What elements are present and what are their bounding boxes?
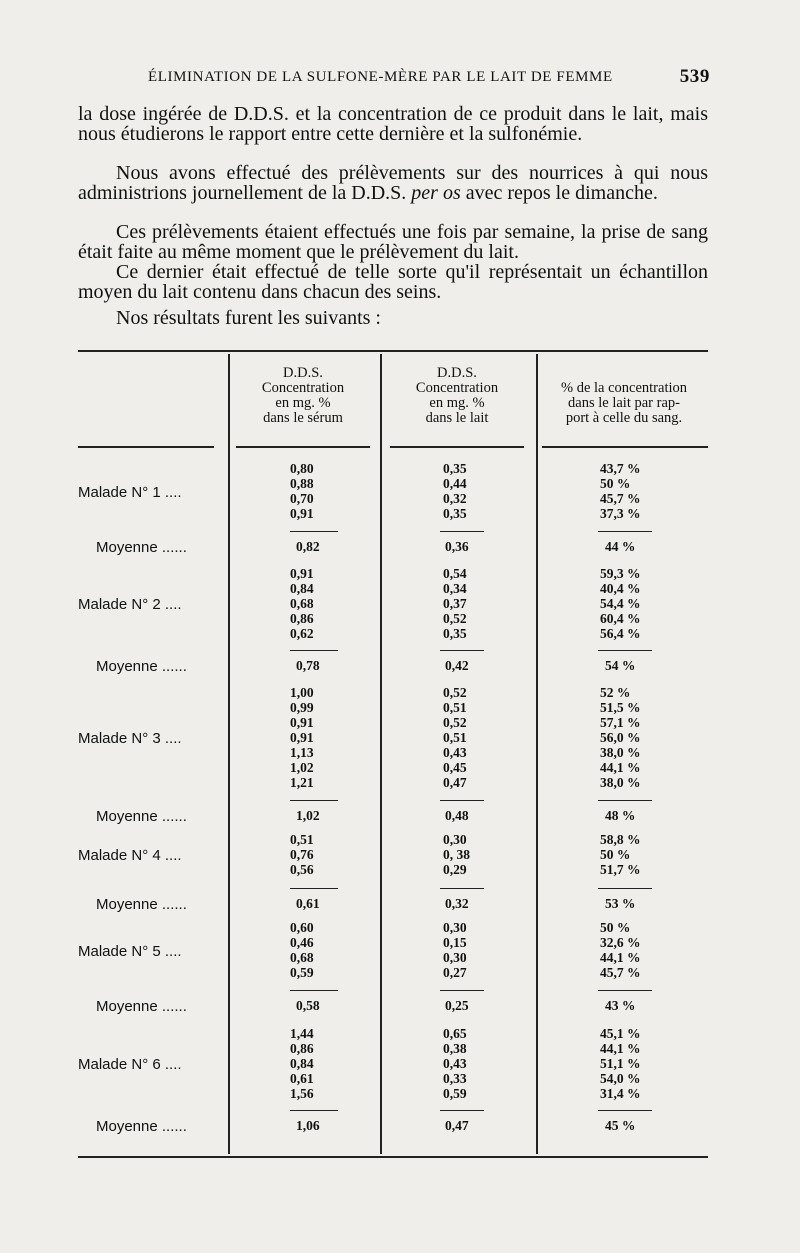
average-value: 53 % xyxy=(605,896,636,911)
subtotal-rule xyxy=(290,1110,338,1111)
table-cell: 0,68 xyxy=(290,596,314,611)
paragraph-2 xyxy=(78,163,708,203)
table-cell: 0,52 xyxy=(443,611,467,626)
column-divider-3 xyxy=(536,354,538,1154)
table-cell: 38,0 % xyxy=(600,745,641,760)
table-cell: 0,84 xyxy=(290,581,314,596)
table-cell: 32,6 % xyxy=(600,935,641,950)
patient-label: Malade N° 1 .... xyxy=(78,484,182,501)
table-cell: 0, 38 xyxy=(443,847,470,862)
table-cell: 50 % xyxy=(600,920,631,935)
paragraph-3 xyxy=(78,222,708,262)
paragraph-2-text-b: avec repos le dimanche. xyxy=(460,182,658,204)
table-cell: 0,45 xyxy=(443,760,467,775)
paragraph-3-text: Ces prélèvements étaient effectués une fois par semaine, la prise de sang était faite au même moment que le prélèvement du lait. xyxy=(78,221,708,263)
col3-line: port à celle du sang. xyxy=(565,410,683,426)
table-cell: 0,52 xyxy=(443,685,467,700)
table-cell: 56,0 % xyxy=(600,730,641,745)
col2-line: dans le lait xyxy=(425,410,489,426)
table-cell: 0,84 xyxy=(290,1056,314,1071)
table-cell: 0,29 xyxy=(443,862,467,877)
table-top-rule xyxy=(78,350,708,352)
average-label: Moyenne ...... xyxy=(96,808,187,825)
header-rule-pct xyxy=(542,446,708,448)
table-cell: 0,80 xyxy=(290,461,314,476)
table-cell: 43,7 % xyxy=(600,461,641,476)
average-value: 0,82 xyxy=(296,539,320,554)
table-cell: 0,59 xyxy=(443,1086,467,1101)
table-cell: 0,52 xyxy=(443,715,467,730)
table-cell: 44,1 % xyxy=(600,950,641,965)
average-value: 45 % xyxy=(605,1118,636,1133)
table-cell: 0,51 xyxy=(290,832,314,847)
subtotal-rule xyxy=(440,531,484,532)
patient-label: Malade N° 2 .... xyxy=(78,596,182,613)
table-cell: 0,99 xyxy=(290,700,314,715)
table-cell: 40,4 % xyxy=(600,581,641,596)
subtotal-rule xyxy=(290,990,338,991)
table-cell: 0,30 xyxy=(443,920,467,935)
table-cell: 54,0 % xyxy=(600,1071,641,1086)
table-cell: 0,91 xyxy=(290,506,314,521)
table-cell: 0,76 xyxy=(290,847,314,862)
average-value: 0,58 xyxy=(296,998,320,1013)
table-cell: 0,65 xyxy=(443,1026,467,1041)
table-cell: 0,88 xyxy=(290,476,314,491)
average-label: Moyenne ...... xyxy=(96,1118,187,1135)
col1-line: Concentration xyxy=(261,380,345,396)
average-value: 1,06 xyxy=(296,1118,320,1133)
average-value: 0,78 xyxy=(296,658,320,673)
table-cell: 0,91 xyxy=(290,730,314,745)
table-cell: 0,34 xyxy=(443,581,467,596)
table-cell: 0,91 xyxy=(290,715,314,730)
table-cell: 54,4 % xyxy=(600,596,641,611)
header-rule-serum xyxy=(236,446,370,448)
table-cell: 56,4 % xyxy=(600,626,641,641)
col2-line: en mg. % xyxy=(429,395,485,411)
average-label: Moyenne ...... xyxy=(96,896,187,913)
table-cell: 31,4 % xyxy=(600,1086,641,1101)
average-value: 48 % xyxy=(605,808,636,823)
table-cell: 57,1 % xyxy=(600,715,641,730)
average-value: 0,42 xyxy=(445,658,469,673)
paragraph-4-text: Ce dernier était effectué de telle sorte qu'il représentait un échantillon moyen du lait contenu dans chacun des seins. xyxy=(78,261,708,303)
table-cell: 0,44 xyxy=(443,476,467,491)
table-cell: 0,43 xyxy=(443,745,467,760)
table-cell: 0,51 xyxy=(443,700,467,715)
col2-line: Concentration xyxy=(415,380,499,396)
subtotal-rule xyxy=(290,531,338,532)
table-cell: 0,47 xyxy=(443,775,467,790)
subtotal-rule xyxy=(598,1110,652,1111)
table-cell: 1,21 xyxy=(290,775,314,790)
table-cell: 0,54 xyxy=(443,566,467,581)
table-cell: 45,7 % xyxy=(600,965,641,980)
average-value: 43 % xyxy=(605,998,636,1013)
average-label: Moyenne ...... xyxy=(96,658,187,675)
page-number: 539 xyxy=(679,66,710,87)
table-cell: 1,00 xyxy=(290,685,314,700)
table-cell: 0,86 xyxy=(290,1041,314,1056)
running-header xyxy=(0,66,800,92)
subtotal-rule xyxy=(598,800,652,801)
table-cell: 0,37 xyxy=(443,596,467,611)
table-cell: 0,35 xyxy=(443,461,467,476)
paragraph-1 xyxy=(78,104,708,144)
table-cell: 44,1 % xyxy=(600,1041,641,1056)
table-cell: 0,15 xyxy=(443,935,467,950)
table-cell: 0,56 xyxy=(290,862,314,877)
column-header-percent xyxy=(538,381,710,426)
table-cell: 0,27 xyxy=(443,965,467,980)
col3-line: dans le lait par rap- xyxy=(568,395,680,411)
table-cell: 0,35 xyxy=(443,626,467,641)
average-value: 44 % xyxy=(605,539,636,554)
table-cell: 37,3 % xyxy=(600,506,641,521)
table-cell: 0,30 xyxy=(443,950,467,965)
average-value: 0,47 xyxy=(445,1118,469,1133)
subtotal-rule xyxy=(440,990,484,991)
column-divider-2 xyxy=(380,354,382,1154)
table-cell: 0,86 xyxy=(290,611,314,626)
table-cell: 51,1 % xyxy=(600,1056,641,1071)
patient-label: Malade N° 3 .... xyxy=(78,730,182,747)
table-cell: 1,02 xyxy=(290,760,314,775)
col1-line: D.D.S. xyxy=(283,365,323,381)
patient-label: Malade N° 5 .... xyxy=(78,943,182,960)
table-cell: 0,32 xyxy=(443,491,467,506)
subtotal-rule xyxy=(440,650,484,651)
average-value: 0,61 xyxy=(296,896,320,911)
table-cell: 0,51 xyxy=(443,730,467,745)
paragraph-5 xyxy=(78,308,708,328)
subtotal-rule xyxy=(290,650,338,651)
table-cell: 51,5 % xyxy=(600,700,641,715)
table-cell: 0,30 xyxy=(443,832,467,847)
table-bottom-rule xyxy=(78,1156,708,1158)
table-cell: 45,1 % xyxy=(600,1026,641,1041)
table-cell: 38,0 % xyxy=(600,775,641,790)
col1-line: en mg. % xyxy=(275,395,331,411)
table-cell: 0,68 xyxy=(290,950,314,965)
average-value: 0,32 xyxy=(445,896,469,911)
table-cell: 59,3 % xyxy=(600,566,641,581)
table-cell: 1,44 xyxy=(290,1026,314,1041)
table-cell: 0,60 xyxy=(290,920,314,935)
column-header-serum xyxy=(236,366,370,426)
table-cell: 50 % xyxy=(600,847,631,862)
table-cell: 0,43 xyxy=(443,1056,467,1071)
table-cell: 0,59 xyxy=(290,965,314,980)
table-cell: 0,33 xyxy=(443,1071,467,1086)
patient-label: Malade N° 6 .... xyxy=(78,1056,182,1073)
table-cell: 1,56 xyxy=(290,1086,314,1101)
subtotal-rule xyxy=(440,1110,484,1111)
paragraph-5-text: Nos résultats furent les suivants : xyxy=(116,307,381,329)
average-value: 0,48 xyxy=(445,808,469,823)
paragraph-4 xyxy=(78,262,708,302)
table-cell: 60,4 % xyxy=(600,611,641,626)
column-divider-1 xyxy=(228,354,230,1154)
table-cell: 0,70 xyxy=(290,491,314,506)
col1-line: dans le sérum xyxy=(263,410,343,426)
average-label: Moyenne ...... xyxy=(96,539,187,556)
subtotal-rule xyxy=(440,888,484,889)
subtotal-rule xyxy=(598,531,652,532)
average-value: 0,25 xyxy=(445,998,469,1013)
average-value: 1,02 xyxy=(296,808,320,823)
table-cell: 45,7 % xyxy=(600,491,641,506)
paragraph-2-emphasis: per os xyxy=(411,182,461,204)
col3-line: % de la concentration xyxy=(560,380,687,396)
table-cell: 0,62 xyxy=(290,626,314,641)
table-cell: 51,7 % xyxy=(600,862,641,877)
paragraph-2-text-a: Nous avons effectué des prélèvements sur des nourrices à qui nous administrions journellement de la D.D.S. xyxy=(78,162,708,204)
patient-label: Malade N° 4 .... xyxy=(78,847,182,864)
table-cell: 0,38 xyxy=(443,1041,467,1056)
table-cell: 0,35 xyxy=(443,506,467,521)
column-header-lait xyxy=(390,366,524,426)
table-cell: 50 % xyxy=(600,476,631,491)
running-title: ÉLIMINATION DE LA SULFONE-MÈRE PAR LE LAIT DE FEMME xyxy=(148,69,613,85)
table-cell: 44,1 % xyxy=(600,760,641,775)
table-cell: 0,46 xyxy=(290,935,314,950)
table-cell: 52 % xyxy=(600,685,631,700)
table-cell: 0,91 xyxy=(290,566,314,581)
average-value: 0,36 xyxy=(445,539,469,554)
table-cell: 1,13 xyxy=(290,745,314,760)
header-rule-lait xyxy=(390,446,524,448)
table-cell: 58,8 % xyxy=(600,832,641,847)
subtotal-rule xyxy=(290,800,338,801)
subtotal-rule xyxy=(598,888,652,889)
header-rule-label xyxy=(78,446,214,448)
subtotal-rule xyxy=(440,800,484,801)
subtotal-rule xyxy=(598,990,652,991)
subtotal-rule xyxy=(598,650,652,651)
average-label: Moyenne ...... xyxy=(96,998,187,1015)
paragraph-1-text: la dose ingérée de D.D.S. et la concentration de ce produit dans le lait, mais nous étudierons le rapport entre cette dernière et la sulfonémie. xyxy=(78,103,708,145)
average-value: 54 % xyxy=(605,658,636,673)
table-cell: 0,61 xyxy=(290,1071,314,1086)
col2-line: D.D.S. xyxy=(437,365,477,381)
subtotal-rule xyxy=(290,888,338,889)
